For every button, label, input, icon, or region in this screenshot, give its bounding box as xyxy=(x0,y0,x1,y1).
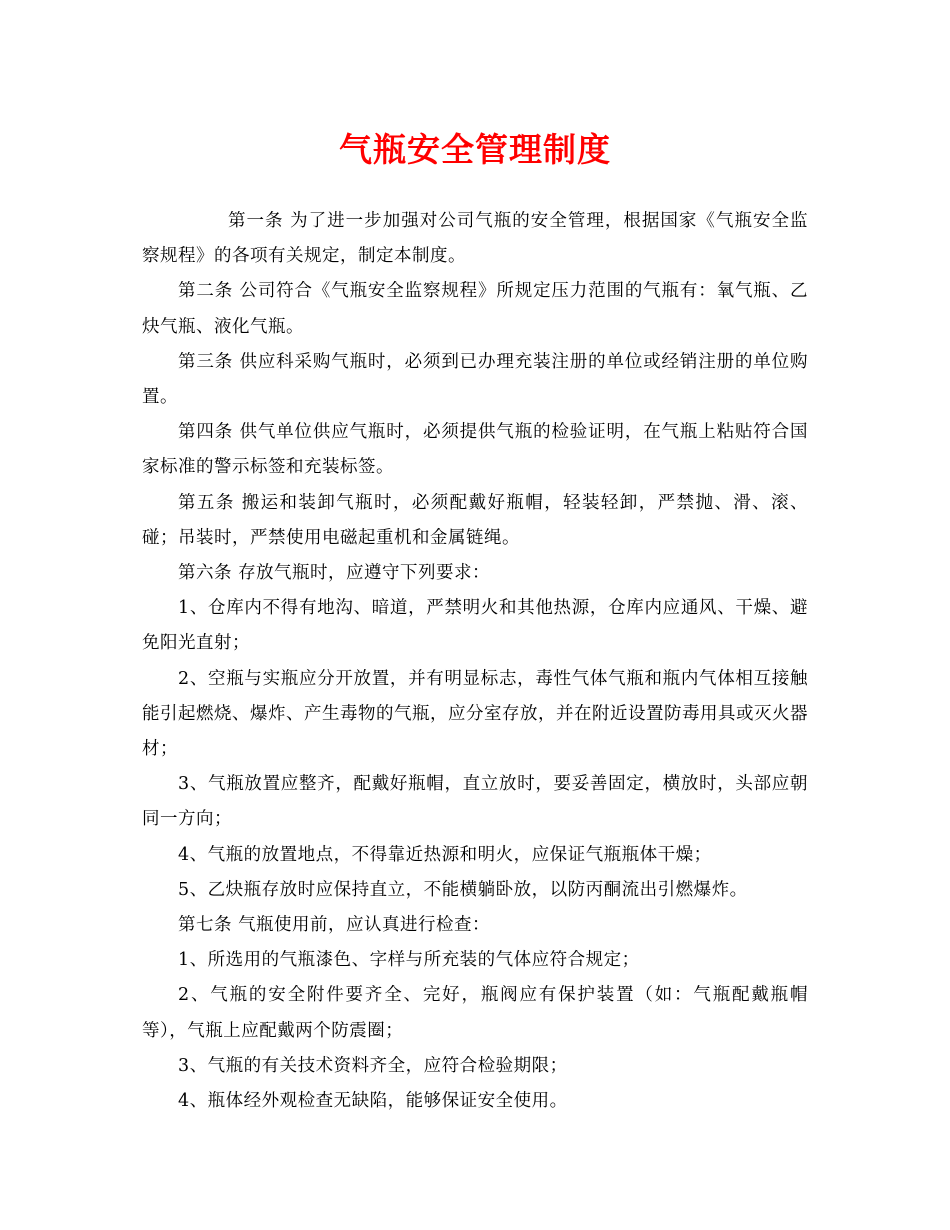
document-body xyxy=(142,204,808,1119)
article-7-paragraph: 第七条 气瓶使用前，应认真进行检查： xyxy=(178,915,491,936)
article-1-paragraph: 第一条 为了进一步加强对公司气瓶的安全管理，根据国家《气瓶安全监察规程》的各项有关规定，制定本制度。 xyxy=(142,211,808,267)
inspection-rule-3: 3、气瓶的有关技术资料齐全，应符合检验期限； xyxy=(178,1055,568,1076)
storage-rule-4: 4、气瓶的放置地点，不得靠近热源和明火，应保证气瓶瓶体干燥； xyxy=(178,844,712,865)
article-5-paragraph: 第五条 搬运和装卸气瓶时，必须配戴好瓶帽，轻装轻卸，严禁抛、滑、滚、碰；吊装时，严禁使用电磁起重机和金属链绳。 xyxy=(142,492,808,548)
article-2-paragraph: 第二条 公司符合《气瓶安全监察规程》所规定压力范围的气瓶有：氧气瓶、乙炔气瓶、液化气瓶。 xyxy=(142,281,808,337)
storage-rule-1: 1、仓库内不得有地沟、暗道，严禁明火和其他热源，仓库内应通风、干燥、避免阳光直射； xyxy=(142,598,808,654)
article-6-paragraph: 第六条 存放气瓶时，应遵守下列要求： xyxy=(178,563,491,584)
inspection-rule-2: 2、气瓶的安全附件要齐全、完好，瓶阀应有保护装置（如：气瓶配戴瓶帽等），气瓶上应配戴两个防震圈； xyxy=(142,985,808,1041)
inspection-rule-4: 4、瓶体经外观检查无缺陷，能够保证安全使用。 xyxy=(178,1091,568,1112)
document-title: 气瓶安全管理制度 xyxy=(339,130,611,169)
article-4-paragraph: 第四条 供气单位供应气瓶时，必须提供气瓶的检验证明，在气瓶上粘贴符合国家标准的警示标签和充装标签。 xyxy=(142,422,808,478)
storage-rule-2: 2、空瓶与实瓶应分开放置，并有明显标志，毒性气体气瓶和瓶内气体相互接触能引起燃烧、爆炸、产生毒物的气瓶，应分室存放，并在附近设置防毒用具或灭火器材； xyxy=(142,668,808,760)
storage-rule-3: 3、气瓶放置应整齐，配戴好瓶帽，直立放时，要妥善固定，横放时，头部应朝同一方向； xyxy=(142,774,808,830)
article-3-paragraph: 第三条 供应科采购气瓶时，必须到已办理充装注册的单位或经销注册的单位购置。 xyxy=(142,351,808,408)
storage-rule-5: 5、乙炔瓶存放时应保持直立，不能横躺卧放，以防丙酮流出引燃爆炸。 xyxy=(178,879,748,900)
inspection-rule-1: 1、所选用的气瓶漆色、字样与所充装的气体应符合规定； xyxy=(178,950,640,971)
